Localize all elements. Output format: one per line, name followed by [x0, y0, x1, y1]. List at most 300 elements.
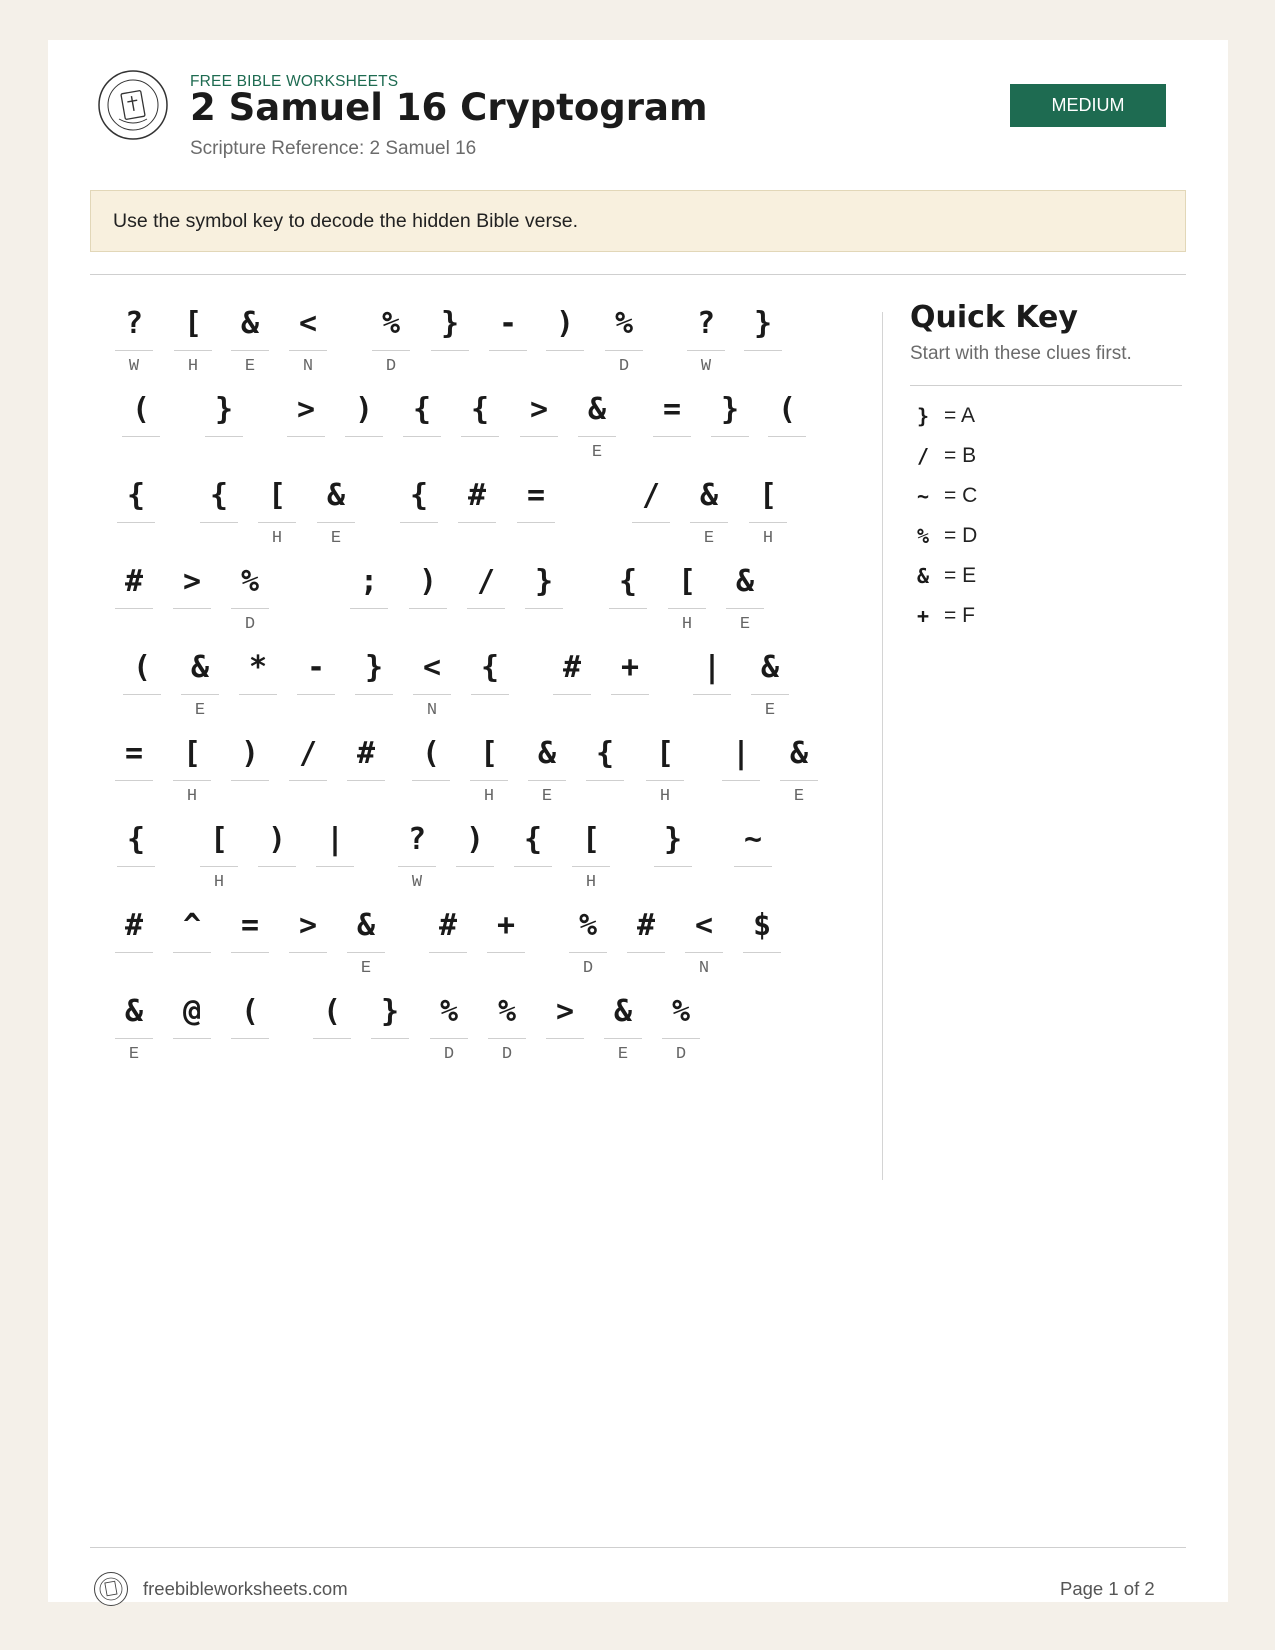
- cipher-symbol: %: [381, 306, 401, 341]
- answer-blank[interactable]: [122, 436, 160, 437]
- answer-blank[interactable]: [743, 952, 781, 953]
- answer-blank[interactable]: [685, 952, 723, 953]
- cipher-symbol: $: [752, 908, 772, 943]
- cipher-symbol: >: [555, 994, 575, 1029]
- cipher-symbol: #: [124, 564, 144, 599]
- cipher-symbol: /: [476, 564, 496, 599]
- cipher-symbol: {: [595, 736, 615, 771]
- cipher-symbol: }: [663, 822, 683, 857]
- cipher-symbol: {: [470, 392, 490, 427]
- key-letter: = D: [944, 524, 978, 547]
- answer-blank[interactable]: [371, 1038, 409, 1039]
- revealed-letter: [173, 615, 211, 637]
- cipher-symbol: ): [465, 822, 485, 857]
- cipher-symbol: {: [209, 478, 229, 513]
- revealed-letter: [173, 1045, 211, 1067]
- cipher-symbol: >: [298, 908, 318, 943]
- revealed-letter: [350, 615, 388, 637]
- answer-blank[interactable]: [489, 350, 527, 351]
- cipher-symbol: %: [671, 994, 691, 1029]
- cipher-symbol: {: [523, 822, 543, 857]
- quick-key-subtitle: Start with these clues first.: [910, 343, 1132, 364]
- answer-blank[interactable]: [711, 436, 749, 437]
- cipher-symbol: ): [267, 822, 287, 857]
- revealed-letter: [313, 1045, 351, 1067]
- answer-blank[interactable]: [412, 780, 450, 781]
- cipher-symbol: -: [306, 650, 326, 685]
- revealed-letter: N: [698, 959, 710, 978]
- footer-divider: [90, 1547, 1186, 1548]
- page-title: 2 Samuel 16 Cryptogram: [190, 86, 708, 129]
- answer-blank[interactable]: [289, 780, 327, 781]
- answer-blank[interactable]: [487, 952, 525, 953]
- cipher-symbol: }: [753, 306, 773, 341]
- answer-blank[interactable]: [117, 522, 155, 523]
- revealed-letter: [743, 959, 781, 981]
- cipher-symbol: &: [699, 478, 719, 513]
- cipher-symbol: {: [409, 478, 429, 513]
- answer-blank[interactable]: [173, 952, 211, 953]
- revealed-letter: [429, 959, 467, 981]
- cipher-symbol: }: [534, 564, 554, 599]
- divider: [910, 385, 1182, 386]
- cipher-symbol: {: [412, 392, 432, 427]
- answer-blank[interactable]: [429, 952, 467, 953]
- key-symbol: &: [916, 564, 930, 588]
- revealed-letter: [122, 443, 160, 465]
- quick-key-item: [910, 562, 1110, 590]
- cipher-symbol: %: [614, 306, 634, 341]
- revealed-letter: E: [703, 529, 715, 548]
- quick-key-item: [910, 602, 1110, 630]
- answer-blank[interactable]: [345, 436, 383, 437]
- cipher-symbol: &: [356, 908, 376, 943]
- cipher-symbol: &: [613, 994, 633, 1029]
- revealed-letter: E: [541, 787, 553, 806]
- answer-blank[interactable]: [409, 608, 447, 609]
- answer-blank[interactable]: [200, 866, 238, 867]
- answer-blank[interactable]: [693, 694, 731, 695]
- cipher-symbol: #: [356, 736, 376, 771]
- cipher-symbol: >: [296, 392, 316, 427]
- revealed-letter: D: [675, 1045, 687, 1064]
- quick-key-title: Quick Key: [910, 300, 1078, 335]
- answer-blank[interactable]: [431, 350, 469, 351]
- answer-blank[interactable]: [605, 350, 643, 351]
- revealed-letter: [546, 1045, 584, 1067]
- cipher-symbol: ): [555, 306, 575, 341]
- answer-blank[interactable]: [546, 1038, 584, 1039]
- cipher-symbol: ;: [359, 564, 379, 599]
- answer-blank[interactable]: [546, 350, 584, 351]
- revealed-letter: [289, 959, 327, 981]
- answer-blank[interactable]: [317, 522, 355, 523]
- answer-blank[interactable]: [173, 780, 211, 781]
- cipher-symbol: #: [636, 908, 656, 943]
- cipher-symbol: %: [439, 994, 459, 1029]
- revealed-letter: W: [700, 357, 712, 376]
- cipher-symbol: [: [479, 736, 499, 771]
- cipher-symbol: |: [325, 822, 345, 857]
- answer-blank[interactable]: [780, 780, 818, 781]
- revealed-letter: D: [244, 615, 256, 634]
- revealed-letter: H: [659, 787, 671, 806]
- answer-blank[interactable]: [722, 780, 760, 781]
- cipher-symbol: &: [760, 650, 780, 685]
- cipher-symbol: {: [618, 564, 638, 599]
- cipher-symbol: ^: [182, 908, 202, 943]
- revealed-letter: [654, 873, 692, 895]
- cipher-symbol: %: [578, 908, 598, 943]
- answer-blank[interactable]: [231, 952, 269, 953]
- revealed-letter: H: [681, 615, 693, 634]
- revealed-letter: [711, 443, 749, 465]
- answer-blank[interactable]: [609, 608, 647, 609]
- answer-blank[interactable]: [115, 952, 153, 953]
- answer-blank[interactable]: [751, 694, 789, 695]
- answer-blank[interactable]: [287, 436, 325, 437]
- cipher-symbol: %: [497, 994, 517, 1029]
- cipher-symbol: =: [240, 908, 260, 943]
- cipher-symbol: <: [694, 908, 714, 943]
- cipher-symbol: |: [731, 736, 751, 771]
- revealed-letter: H: [762, 529, 774, 548]
- answer-blank[interactable]: [646, 780, 684, 781]
- answer-blank[interactable]: [514, 866, 552, 867]
- answer-blank[interactable]: [258, 866, 296, 867]
- answer-blank[interactable]: [654, 866, 692, 867]
- revealed-letter: D: [443, 1045, 455, 1064]
- cipher-symbol: [: [183, 306, 203, 341]
- answer-blank[interactable]: [181, 694, 219, 695]
- key-symbol: /: [916, 444, 930, 468]
- answer-blank[interactable]: [553, 694, 591, 695]
- cipher-symbol: &: [587, 392, 607, 427]
- quick-key-item: [910, 522, 1110, 550]
- answer-blank[interactable]: [662, 1038, 700, 1039]
- answer-blank[interactable]: [205, 436, 243, 437]
- answer-blank[interactable]: [123, 694, 161, 695]
- revealed-letter: [517, 529, 555, 551]
- revealed-letter: [345, 443, 383, 465]
- answer-blank[interactable]: [355, 694, 393, 695]
- answer-blank[interactable]: [734, 866, 772, 867]
- revealed-letter: [627, 959, 665, 981]
- revealed-letter: [431, 357, 469, 379]
- revealed-letter: [461, 443, 499, 465]
- instructions-box: [90, 190, 1186, 252]
- instructions-text: Use the symbol key to decode the hidden Bible verse.: [113, 209, 579, 232]
- revealed-letter: [297, 701, 335, 723]
- cipher-symbol: /: [298, 736, 318, 771]
- revealed-letter: [239, 701, 277, 723]
- key-letter: = A: [944, 404, 975, 427]
- revealed-letter: [289, 787, 327, 809]
- revealed-letter: [722, 787, 760, 809]
- answer-blank[interactable]: [258, 522, 296, 523]
- footer-site: freebibleworksheets.com: [143, 1578, 348, 1599]
- revealed-letter: [611, 701, 649, 723]
- cipher-symbol: ?: [696, 306, 716, 341]
- revealed-letter: E: [128, 1045, 140, 1064]
- answer-blank[interactable]: [726, 608, 764, 609]
- answer-blank[interactable]: [313, 1038, 351, 1039]
- answer-blank[interactable]: [470, 780, 508, 781]
- answer-blank[interactable]: [174, 350, 212, 351]
- scripture-reference: Scripture Reference: 2 Samuel 16: [190, 138, 477, 159]
- answer-blank[interactable]: [231, 350, 269, 351]
- revealed-letter: [471, 701, 509, 723]
- cipher-symbol: [: [267, 478, 287, 513]
- answer-blank[interactable]: [117, 866, 155, 867]
- revealed-letter: [525, 615, 563, 637]
- answer-blank[interactable]: [632, 522, 670, 523]
- cipher-symbol: @: [182, 994, 202, 1029]
- cipher-symbol: -: [498, 306, 518, 341]
- revealed-letter: H: [271, 529, 283, 548]
- revealed-letter: [546, 357, 584, 379]
- cipher-symbol: (: [132, 650, 152, 685]
- answer-blank[interactable]: [289, 952, 327, 953]
- answer-blank[interactable]: [525, 608, 563, 609]
- answer-blank[interactable]: [749, 522, 787, 523]
- answer-blank[interactable]: [572, 866, 610, 867]
- cipher-symbol: ?: [124, 306, 144, 341]
- revealed-letter: E: [617, 1045, 629, 1064]
- cipher-symbol: [: [581, 822, 601, 857]
- revealed-letter: [347, 787, 385, 809]
- cipher-symbol: }: [380, 994, 400, 1029]
- cipher-symbol: [: [209, 822, 229, 857]
- revealed-letter: [734, 873, 772, 895]
- cipher-symbol: {: [480, 650, 500, 685]
- key-letter: = C: [944, 484, 978, 507]
- cipher-symbol: &: [537, 736, 557, 771]
- answer-blank[interactable]: [578, 436, 616, 437]
- answer-blank[interactable]: [467, 608, 505, 609]
- cipher-symbol: {: [126, 822, 146, 857]
- revealed-letter: N: [426, 701, 438, 720]
- revealed-letter: H: [213, 873, 225, 892]
- answer-blank[interactable]: [690, 522, 728, 523]
- cipher-symbol: }: [440, 306, 460, 341]
- cipher-symbol: (: [240, 994, 260, 1029]
- answer-blank[interactable]: [350, 608, 388, 609]
- cipher-symbol: <: [298, 306, 318, 341]
- revealed-letter: [287, 443, 325, 465]
- cipher-symbol: >: [529, 392, 549, 427]
- cipher-symbol: #: [467, 478, 487, 513]
- revealed-letter: [231, 787, 269, 809]
- cipher-symbol: #: [562, 650, 582, 685]
- revealed-letter: W: [128, 357, 140, 376]
- revealed-letter: [115, 615, 153, 637]
- answer-blank[interactable]: [461, 436, 499, 437]
- answer-blank[interactable]: [403, 436, 441, 437]
- answer-blank[interactable]: [289, 350, 327, 351]
- cipher-symbol: }: [214, 392, 234, 427]
- answer-blank[interactable]: [173, 1038, 211, 1039]
- answer-blank[interactable]: [528, 780, 566, 781]
- key-letter: = B: [944, 444, 977, 467]
- cipher-symbol: |: [702, 650, 722, 685]
- answer-blank[interactable]: [456, 866, 494, 867]
- revealed-letter: D: [385, 357, 397, 376]
- cipher-symbol: ?: [407, 822, 427, 857]
- revealed-letter: [117, 529, 155, 551]
- cipher-symbol: {: [126, 478, 146, 513]
- cipher-symbol: &: [190, 650, 210, 685]
- answer-blank[interactable]: [471, 694, 509, 695]
- revealed-letter: [487, 959, 525, 981]
- quick-key-item: [910, 442, 1110, 470]
- answer-blank[interactable]: [627, 952, 665, 953]
- revealed-letter: [458, 529, 496, 551]
- brand-eyebrow: FREE BIBLE WORKSHEETS: [190, 73, 399, 90]
- cipher-symbol: ): [240, 736, 260, 771]
- cipher-symbol: #: [438, 908, 458, 943]
- cipher-symbol: [: [655, 736, 675, 771]
- quick-key-item: [910, 402, 1110, 430]
- cipher-symbol: *: [248, 650, 268, 685]
- difficulty-badge: MEDIUM: [1010, 84, 1166, 127]
- answer-blank[interactable]: [744, 350, 782, 351]
- revealed-letter: [693, 701, 731, 723]
- cipher-symbol: &: [240, 306, 260, 341]
- answer-blank[interactable]: [517, 522, 555, 523]
- cipher-symbol: }: [720, 392, 740, 427]
- answer-blank[interactable]: [586, 780, 624, 781]
- revealed-letter: [316, 873, 354, 895]
- answer-blank[interactable]: [239, 694, 277, 695]
- cipher-symbol: (: [131, 392, 151, 427]
- revealed-letter: [231, 1045, 269, 1067]
- revealed-letter: [371, 1045, 409, 1067]
- cipher-symbol: ): [354, 392, 374, 427]
- cipher-symbol: [: [182, 736, 202, 771]
- key-letter: = E: [944, 564, 977, 587]
- page-number: Page 1 of 2: [1060, 1578, 1155, 1599]
- answer-blank[interactable]: [115, 350, 153, 351]
- revealed-letter: E: [244, 357, 256, 376]
- revealed-letter: [456, 873, 494, 895]
- revealed-letter: [744, 357, 782, 379]
- footer-logo-icon: [93, 1571, 129, 1607]
- answer-blank[interactable]: [372, 350, 410, 351]
- revealed-letter: E: [793, 787, 805, 806]
- key-symbol: +: [916, 604, 930, 628]
- cipher-symbol: [: [677, 564, 697, 599]
- cipher-symbol: &: [735, 564, 755, 599]
- answer-blank[interactable]: [458, 522, 496, 523]
- cipher-symbol: }: [364, 650, 384, 685]
- revealed-letter: [173, 959, 211, 981]
- cipher-symbol: =: [124, 736, 144, 771]
- cipher-symbol: (: [421, 736, 441, 771]
- answer-blank[interactable]: [569, 952, 607, 953]
- answer-blank[interactable]: [400, 522, 438, 523]
- revealed-letter: W: [411, 873, 423, 892]
- cipher-symbol: &: [789, 736, 809, 771]
- answer-blank[interactable]: [668, 608, 706, 609]
- cipher-symbol: >: [182, 564, 202, 599]
- revealed-letter: [609, 615, 647, 637]
- revealed-letter: [768, 443, 806, 465]
- revealed-letter: D: [501, 1045, 513, 1064]
- answer-blank[interactable]: [413, 694, 451, 695]
- revealed-letter: [586, 787, 624, 809]
- revealed-letter: [632, 529, 670, 551]
- answer-blank[interactable]: [653, 436, 691, 437]
- logo-icon: [97, 69, 169, 141]
- answer-blank[interactable]: [347, 780, 385, 781]
- cipher-symbol: #: [124, 908, 144, 943]
- key-symbol: %: [916, 524, 930, 548]
- divider: [90, 274, 1186, 275]
- answer-blank[interactable]: [488, 1038, 526, 1039]
- column-divider: [882, 312, 883, 1180]
- revealed-letter: E: [764, 701, 776, 720]
- cipher-symbol: (: [777, 392, 797, 427]
- cipher-symbol: +: [496, 908, 516, 943]
- answer-blank[interactable]: [297, 694, 335, 695]
- answer-blank[interactable]: [611, 694, 649, 695]
- revealed-letter: [115, 787, 153, 809]
- answer-blank[interactable]: [316, 866, 354, 867]
- key-letter: = F: [944, 604, 975, 627]
- revealed-letter: [653, 443, 691, 465]
- cipher-symbol: (: [322, 994, 342, 1029]
- revealed-letter: H: [186, 787, 198, 806]
- revealed-letter: E: [330, 529, 342, 548]
- answer-blank[interactable]: [347, 952, 385, 953]
- revealed-letter: [117, 873, 155, 895]
- answer-blank[interactable]: [520, 436, 558, 437]
- revealed-letter: [553, 701, 591, 723]
- revealed-letter: H: [483, 787, 495, 806]
- answer-blank[interactable]: [115, 1038, 153, 1039]
- revealed-letter: [400, 529, 438, 551]
- answer-blank[interactable]: [173, 608, 211, 609]
- answer-blank[interactable]: [604, 1038, 642, 1039]
- cipher-symbol: =: [662, 392, 682, 427]
- cipher-symbol: [: [758, 478, 778, 513]
- revealed-letter: D: [582, 959, 594, 978]
- cipher-symbol: ~: [743, 822, 763, 857]
- answer-blank[interactable]: [231, 1038, 269, 1039]
- cipher-symbol: +: [620, 650, 640, 685]
- revealed-letter: E: [194, 701, 206, 720]
- revealed-letter: [115, 959, 153, 981]
- answer-blank[interactable]: [115, 608, 153, 609]
- answer-blank[interactable]: [231, 608, 269, 609]
- answer-blank[interactable]: [687, 350, 725, 351]
- answer-blank[interactable]: [768, 436, 806, 437]
- answer-blank[interactable]: [200, 522, 238, 523]
- key-symbol: ~: [916, 484, 930, 508]
- answer-blank[interactable]: [231, 780, 269, 781]
- answer-blank[interactable]: [430, 1038, 468, 1039]
- revealed-letter: [123, 701, 161, 723]
- revealed-letter: [489, 357, 527, 379]
- answer-blank[interactable]: [398, 866, 436, 867]
- answer-blank[interactable]: [115, 780, 153, 781]
- cipher-symbol: &: [124, 994, 144, 1029]
- revealed-letter: H: [187, 357, 199, 376]
- revealed-letter: [355, 701, 393, 723]
- cipher-symbol: =: [526, 478, 546, 513]
- revealed-letter: [467, 615, 505, 637]
